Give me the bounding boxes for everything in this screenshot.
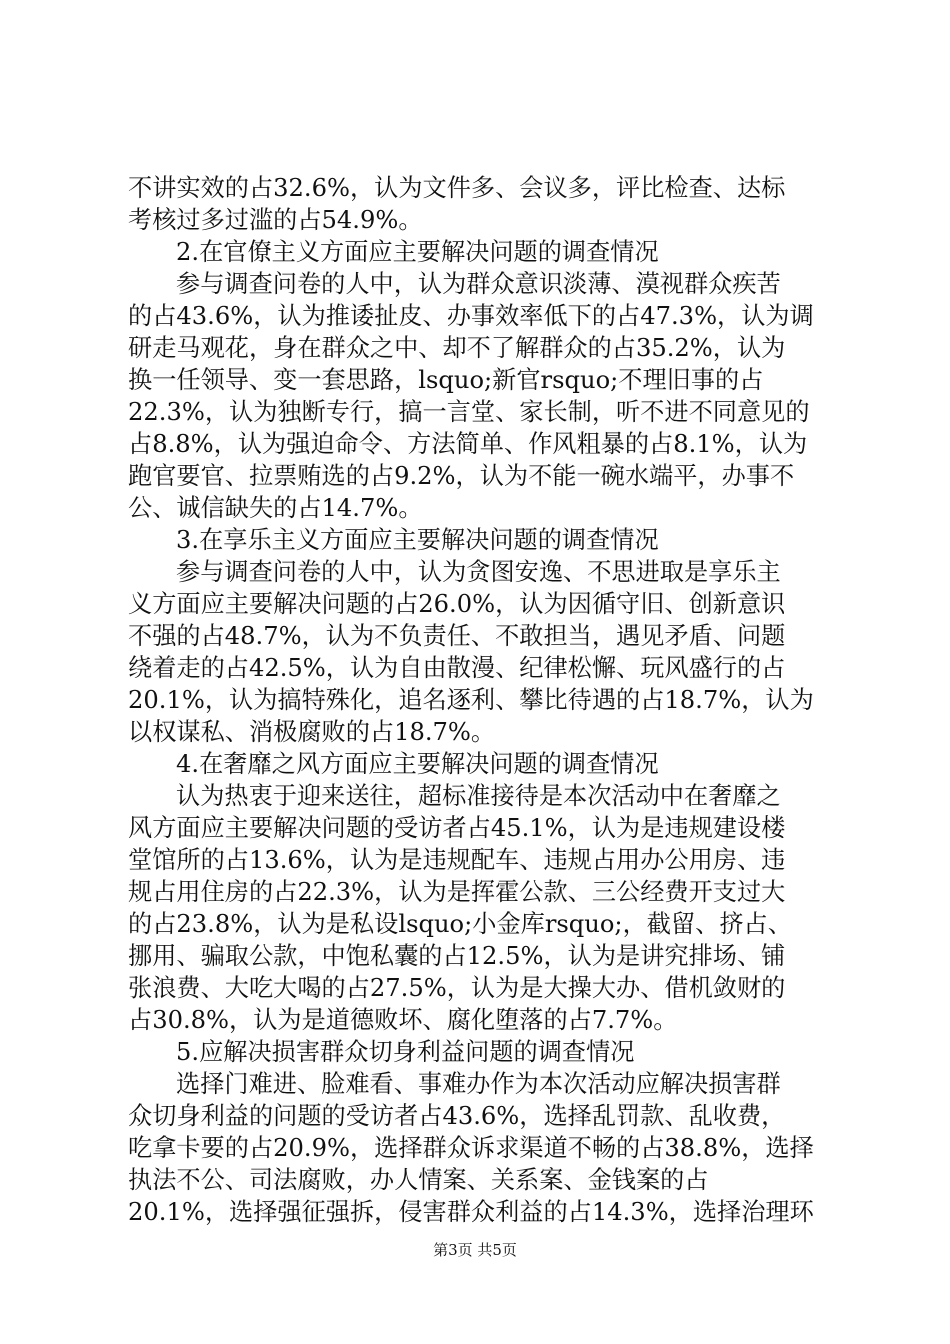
page-number-footer: 第3页 共5页 [433, 1241, 517, 1259]
text-line: 20.1%，选择强征强拆，侵害群众利益的占14.3%，选择治理环 [128, 1198, 814, 1226]
text-line: 考核过多过滥的占54.9%。 [128, 206, 423, 234]
text-line: 认为热衷于迎来送往，超标准接待是本次活动中在奢靡之 [176, 782, 781, 810]
section-heading-5: 5.应解决损害群众切身利益问题的调查情况 [176, 1038, 635, 1066]
document-body [128, 172, 833, 1228]
text-line: 20.1%，认为搞特殊化，追名逐利、攀比待遇的占18.7%，认为 [128, 686, 814, 714]
section-heading-3: 3.在享乐主义方面应主要解决问题的调查情况 [176, 526, 659, 554]
text-line: 参与调查问卷的人中，认为贪图安逸、不思进取是享乐主 [176, 558, 781, 586]
text-line: 不强的占48.7%，认为不负责任、不敢担当，遇见矛盾、问题 [128, 622, 786, 650]
text-line: 公、诚信缺失的占14.7%。 [128, 494, 423, 522]
text-line: 的占23.8%，认为是私设lsquo;小金库rsquo;，截留、挤占、 [128, 910, 792, 938]
text-line: 众切身利益的问题的受访者占43.6%，选择乱罚款、乱收费， [128, 1102, 786, 1130]
text-line: 规占用住房的占22.3%，认为是挥霍公款、三公经费开支过大 [128, 878, 786, 906]
section-heading-2: 2.在官僚主义方面应主要解决问题的调查情况 [176, 238, 659, 266]
text-line: 的占43.6%，认为推诿扯皮、办事效率低下的占47.3%，认为调 [128, 302, 814, 330]
text-line: 不讲实效的占32.6%，认为文件多、会议多，评比检查、达标 [128, 174, 786, 202]
text-line: 张浪费、大吃大喝的占27.5%，认为是大操大办、借机敛财的 [128, 974, 786, 1002]
text-line: 22.3%，认为独断专行，搞一言堂、家长制，听不进不同意见的 [128, 398, 810, 426]
text-line: 占8.8%，认为强迫命令、方法简单、作风粗暴的占8.1%，认为 [128, 430, 808, 458]
section-heading-4: 4.在奢靡之风方面应主要解决问题的调查情况 [176, 750, 659, 778]
text-line: 绕着走的占42.5%，认为自由散漫、纪律松懈、玩风盛行的占 [128, 654, 786, 682]
text-line: 堂馆所的占13.6%，认为是违规配车、违规占用办公用房、违 [128, 846, 786, 874]
text-line: 吃拿卡要的占20.9%，选择群众诉求渠道不畅的占38.8%，选择 [128, 1134, 814, 1162]
text-line: 风方面应主要解决问题的受访者占45.1%，认为是违规建设楼 [128, 814, 786, 842]
text-line: 占30.8%，认为是道德败坏、腐化堕落的占7.7%。 [128, 1006, 678, 1034]
text-line: 义方面应主要解决问题的占26.0%，认为因循守旧、创新意识 [128, 590, 786, 618]
text-line: 执法不公、司法腐败，办人情案、关系案、金钱案的占 [128, 1166, 709, 1194]
text-line: 换一任领导、变一套思路，lsquo;新官rsquo;不理旧事的占 [128, 366, 764, 394]
text-line: 参与调查问卷的人中，认为群众意识淡薄、漠视群众疾苦 [176, 270, 781, 298]
text-line: 挪用、骗取公款，中饱私囊的占12.5%，认为是讲究排场、铺 [128, 942, 786, 970]
text-line: 选择门难进、脸难看、事难办作为本次活动应解决损害群 [176, 1070, 781, 1098]
text-line: 跑官要官、拉票贿选的占9.2%，认为不能一碗水端平，办事不 [128, 462, 795, 490]
text-line: 研走马观花，身在群众之中、却不了解群众的占35.2%，认为 [128, 334, 786, 362]
text-line: 以权谋私、消极腐败的占18.7%。 [128, 718, 496, 746]
